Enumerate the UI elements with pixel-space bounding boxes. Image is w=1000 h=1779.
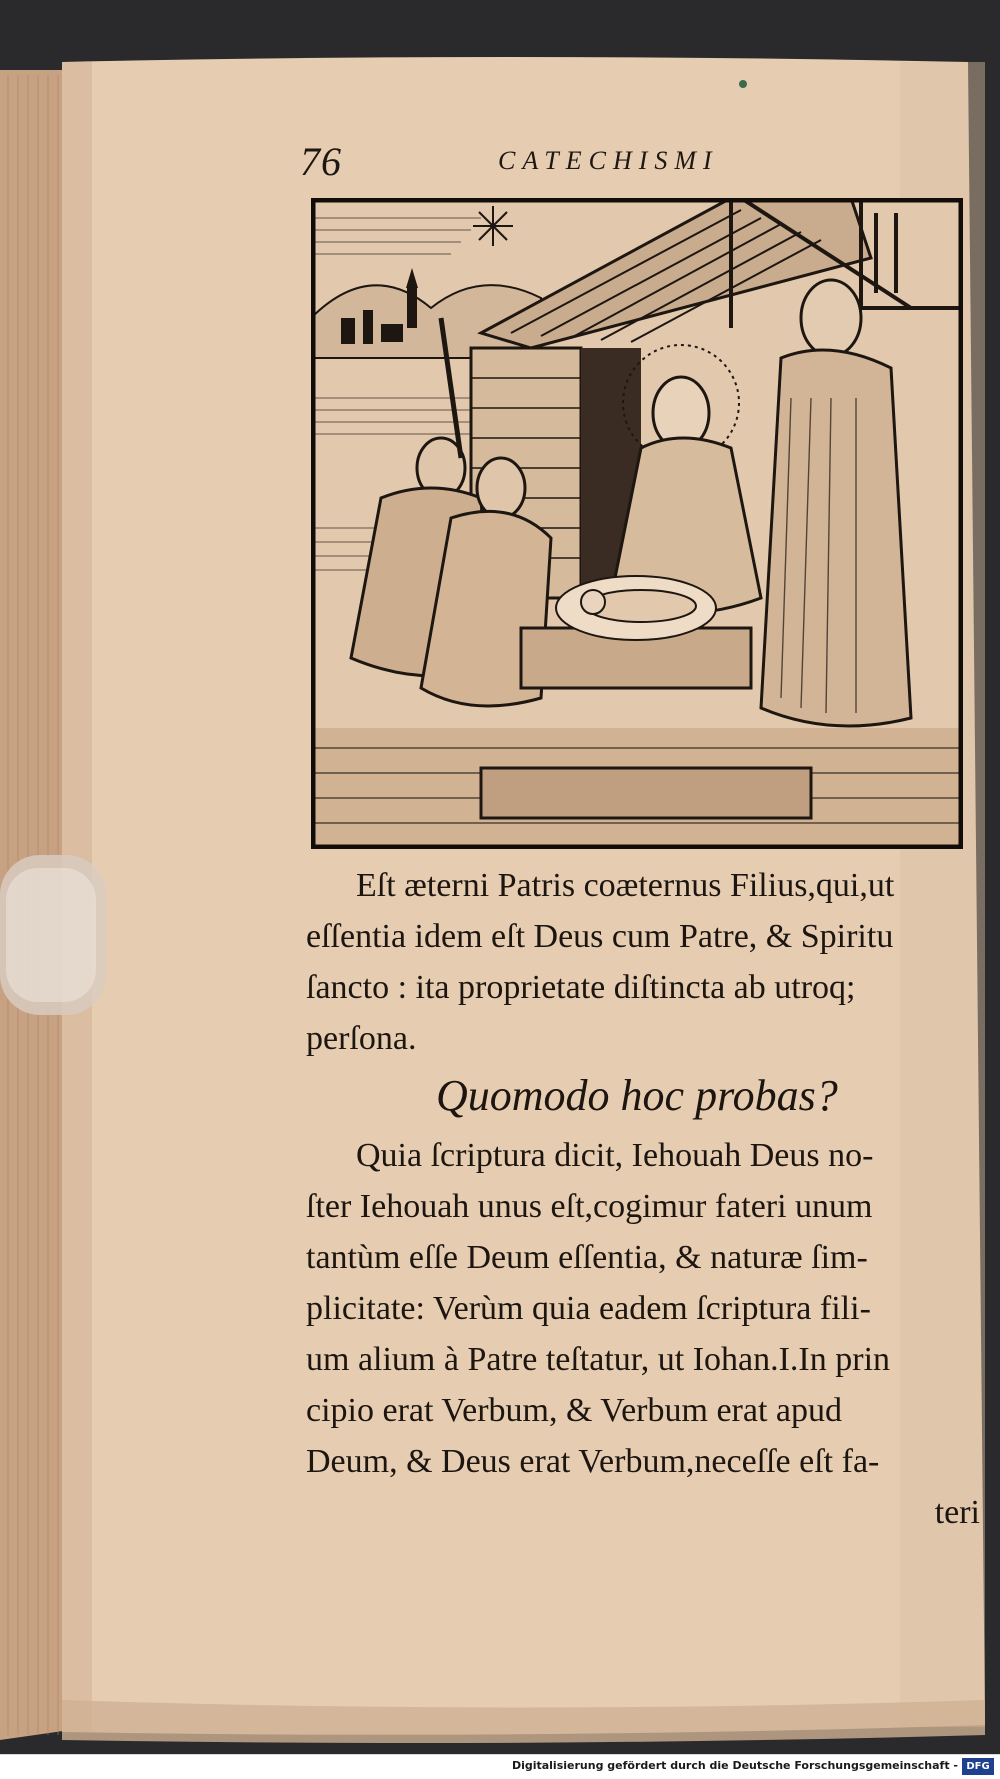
question-heading: Quomodo hoc probas? [436,1071,838,1120]
answer-line: tantùm eſſe Deum eſſentia, & naturæ ſim- [306,1239,868,1276]
nativity-woodcut-illustration [311,198,963,849]
text-line: Eſt æterni Patris coæternus Filius,qui,ut [356,867,895,904]
text-line: perſona. [306,1020,417,1057]
catchword: teri [934,1494,980,1531]
answer-line: cipio erat Verbum, & Verbum erat apud [306,1392,842,1429]
answer-line: plicitate: Verùm quia eadem ſcriptura fili- [306,1290,871,1327]
answer-line: ſter Iehouah unus eſt,cogimur fateri unum [306,1188,873,1225]
funding-credit: Digitalisierung gefördert durch die Deutsche Forschungsgemeinschaft - [511,1759,958,1772]
page-number: 76 [300,139,342,184]
dfg-logo: DFG [962,1758,994,1775]
digitization-footer [0,1754,1000,1779]
text-line: eſſentia idem eſt Deus cum Patre, & Spiritu [306,918,894,955]
answer-line: um alium à Patre teſtatur, ut Iohan.I.In prin [306,1341,891,1378]
main-text [306,860,982,1538]
page-header [300,139,800,184]
star-of-bethlehem [473,206,513,246]
answer-line: Quia ſcriptura dicit, Iehouah Deus no- [356,1137,874,1174]
answer-line: Deum, & Deus erat Verbum,neceſſe eſt fa- [306,1443,880,1480]
text-line: ſancto : ita proprietate diſtincta ab utroq; [306,969,856,1006]
running-head: CATECHISMI [498,146,719,175]
